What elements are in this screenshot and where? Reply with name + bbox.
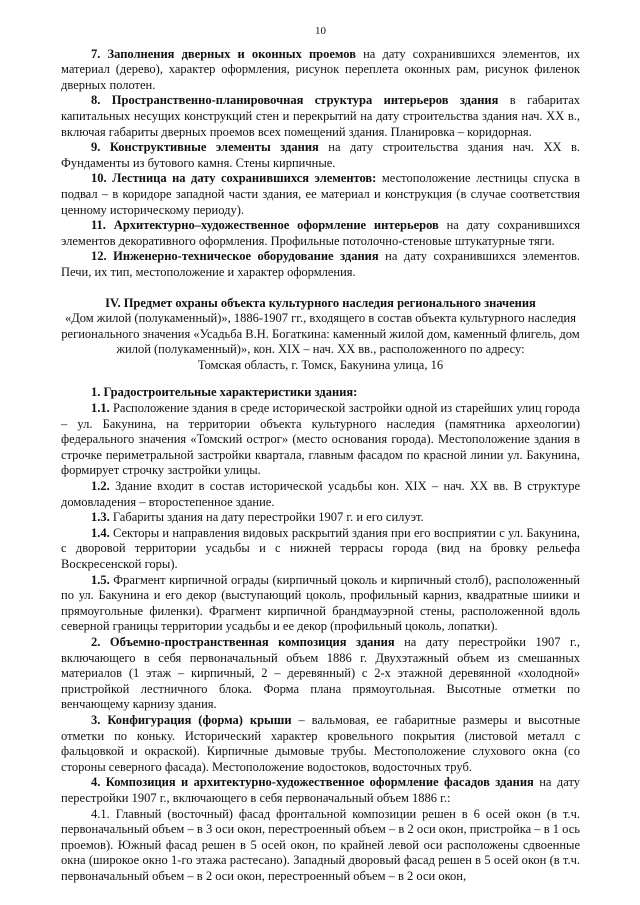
list-item <box>61 47 580 94</box>
item-number: 1.4. <box>91 525 110 540</box>
list-item <box>61 171 580 218</box>
section-heading <box>61 296 580 312</box>
item-text: Главный (восточный) фасад фронтальной композиции решен в 6 осей окон (в т.ч. первоначальный объем – в 3 оси окон, перестроенный объем – в 2 оси окон, пристройка – в 1 ось проемов). Южный фасад решен в 5 осей окон, по крайней левой оси расположены сдвоенные окна (широкое окно 1-го этажа растесано). Западный дворовый фасад решен в 5 осей окон (в т.ч. первоначальный объем – в 2 оси окон, перестроенный объем – в 2 оси окон, <box>61 806 580 883</box>
item-text: местоположение лестницы спуска в подвал – в коридоре западной части здания, ее материал и конструкция (в случае соответствия ценному историческому периоду). <box>61 171 581 217</box>
item-number: 1. <box>91 385 101 400</box>
item-text: на дату перестройки 1907 г., включающего в себя первоначальный объем 1886 г.: <box>61 775 581 805</box>
item-text: на дату строительства здания нач. XX в. Фундаменты из бутового камня. Стены кирпичные. <box>61 140 581 170</box>
list-item <box>61 401 580 479</box>
item-text: – вальмовая, ее габаритные размеры и высотные отметки по коньку. Исторический характер кровельного покрытия (листовой металл с фальцовкой и окраской). Кирпичные дымовые трубы. Местоположение слухового окна (со стороны северного фасада). Местоположение водостоков, водосточных труб. <box>61 712 581 774</box>
list-item <box>61 510 580 526</box>
item-title: Градостроительные характеристики здания: <box>103 385 358 400</box>
section-heading-text: IV. Предмет охраны объекта культурного наследия регионального значения <box>105 295 536 310</box>
item-text: Фрагмент кирпичной ограды (кирпичный цоколь и кирпичный столб), расположенный по ул. Бакунина и его декор (выступающий цоколь, профильный карниз, квадратные шиики и прямоугольные филенки). Фрагмент кирпичной брандмауэрной стены, расположенной вдоль северной границы территории усадьбы и ее декор (профильный цоколь, лопатки). <box>61 572 580 634</box>
list-b <box>61 385 580 884</box>
list-item <box>61 479 580 510</box>
list-item <box>61 635 580 713</box>
item-title: Пространственно-планировочная структура интерьеров здания <box>111 93 499 108</box>
section-address: Томская область, г. Томск, Бакунина улица, 16 <box>197 357 444 372</box>
item-text: Здание входит в состав исторической усадьбы кон. XIX – нач. XX вв. В структуре домовладения – второстепенное здание. <box>61 479 580 509</box>
item-number: 3. <box>91 712 101 727</box>
item-number: 7. <box>91 46 101 61</box>
item-title: Инженерно-техническое оборудование здания <box>113 249 379 264</box>
spacer <box>61 281 580 296</box>
item-number: 1.2. <box>91 479 110 494</box>
list-item <box>61 93 580 140</box>
item-text: на дату сохранившихся элементов. Печи, их тип, местоположение и характер оформления. <box>61 249 581 279</box>
list-item <box>61 249 580 280</box>
list-item <box>61 573 580 635</box>
list-item <box>61 807 580 885</box>
item-number: 9. <box>91 140 101 155</box>
item-number: 11. <box>91 218 106 233</box>
list-a <box>61 47 580 281</box>
item-number: 10. <box>91 171 107 186</box>
item-text: на дату сохранившихся элементов, их материал (дерево), характер оформления, рисунок переплета оконных рам, рисунок филенок дверных полотен. <box>61 46 580 92</box>
list-item <box>61 775 580 806</box>
list-item <box>61 140 580 171</box>
item-number: 2. <box>91 634 101 649</box>
item-number: 12. <box>91 249 107 264</box>
item-title: Конструктивные элементы здания <box>109 140 319 155</box>
list-item <box>61 385 580 401</box>
item-title: Композиция и архитектурно-художественное оформление фасадов здания <box>105 775 534 790</box>
item-title: Архитектурно–художественное оформление интерьеров <box>113 218 439 233</box>
item-title: Лестница на дату сохранившихся элементов: <box>112 171 377 186</box>
item-text: Секторы и направления видовых раскрытий здания при его восприятии с ул. Бакунина, с дворовой территории усадьбы и с нижней террасы города (вид на бровку рельефа Воскресенской горы). <box>61 525 580 571</box>
item-number: 4.1. <box>91 806 110 821</box>
item-title: Заполнения дверных и оконных проемов <box>107 46 356 61</box>
item-number: 8. <box>91 93 101 108</box>
item-text: на дату сохранившихся элементов декоративного оформления. Профильные потолочно-стеновые штукатурные тяги. <box>61 218 580 248</box>
item-title: Объемно-пространственная композиция здания <box>109 634 395 649</box>
item-number: 1.5. <box>91 572 110 587</box>
list-item <box>61 218 580 249</box>
item-text: Расположение здания в среде исторической застройки одной из старейших улиц города – ул. Бакунина, на территории объекта культурного наследия (памятника археологии) федерального значения «Томский острог» (место основания города). Местоположение здания в строчке периметральной застройки квартала, главным фасадом по красной линии ул. Бакунина, формирует строчку застройки улицы. <box>61 401 580 478</box>
item-text: на дату перестройки 1907 г., включающего в себя первоначальный объем 1886 г. Двухэтажный объем из смешанных материалов (1 этаж – кирпичный, 2 – деревянный) с 2-х этажной деревянной «холодной» пристройкой лестничного блока. Форма плана прямоугольная. Высотные отметки по венчающему карнизу здания. <box>61 634 580 712</box>
list-item <box>61 526 580 573</box>
spacer <box>61 373 580 385</box>
item-title: Конфигурация (форма) крыши <box>107 712 292 727</box>
item-number: 1.1. <box>91 401 110 416</box>
item-number: 4. <box>91 775 101 790</box>
page-number: 10 <box>315 25 326 37</box>
item-number: 1.3. <box>91 510 110 525</box>
list-item <box>61 713 580 775</box>
section-subtitle: «Дом жилой (полукаменный)», 1886-1907 гг., входящего в состав объекта культурного наследия регионального значения «Усадьба В.Н. Богаткина: каменный жилой дом, каменный флигель, дом жилой (полукаменный)», кон. XIX – нач. XX вв., расположенного по адресу: <box>61 311 580 357</box>
item-text: Габариты здания на дату перестройки 1907 г. и его силуэт. <box>109 510 424 525</box>
item-text: в габаритах капитальных несущих конструкций стен и перекрытий на дату строительства здания нач. XX в., включая габариты дверных проемов всех помещений здания. Планировка – коридорная. <box>61 93 581 139</box>
